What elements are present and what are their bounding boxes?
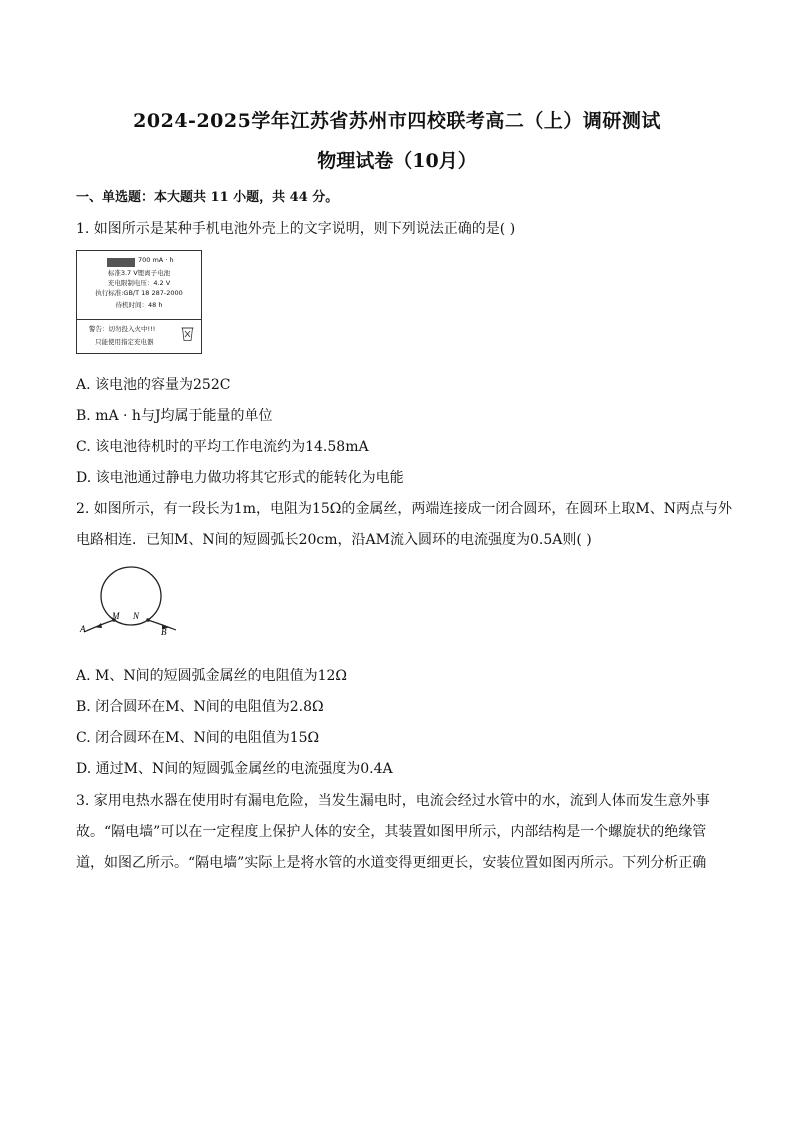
no-trash-icon	[181, 325, 194, 342]
battery-line-2: 充电限制电压：4.2 V	[107, 279, 171, 287]
question-2-option-a: A. M、N间的短圆弧金属丝的电阻值为12Ω	[76, 668, 348, 684]
question-1-option-d: D. 该电池通过静电力做功将其它形式的能转化为电能	[76, 470, 404, 486]
battery-line-1: 标准3.7 V锂离子电池	[107, 269, 171, 277]
question-2-option-b: B. 闭合圆环在M、N间的电阻值为2.8Ω	[76, 699, 324, 715]
question-1-option-a: A. 该电池的容量为252C	[76, 377, 231, 393]
question-3-line-1: 3. 家用电热水器在使用时有漏电危险，当发生漏电时，电流会经过水管中的水，流到人体而发生意外事	[76, 793, 710, 809]
question-2-option-c: C. 闭合圆环在M、N间的电阻值为15Ω	[76, 730, 320, 746]
battery-label-figure	[76, 250, 202, 354]
ring-circuit-figure	[76, 566, 186, 642]
battery-divider	[77, 319, 201, 320]
section-heading: 一、单选题：本大题共 11 小题，共 44 分。	[76, 190, 339, 205]
node-n	[146, 618, 150, 622]
battery-line-4: 待机时间：48 h	[115, 301, 163, 309]
question-2-stem-line-2: 电路相连．已知M、N间的短圆弧长20cm，沿AM流入圆环的电流强度为0.5A则( )	[76, 532, 592, 548]
question-2-option-d: D. 通过M、N间的短圆弧金属丝的电流强度为0.4A	[76, 761, 393, 777]
label-b: B	[161, 627, 167, 637]
question-3-line-2: 故。“隔电墙”可以在一定程度上保护人体的安全，其装置如图甲所示，内部结构是一个螺旋状的绝缘管	[76, 824, 707, 840]
exam-title: 2024-2025学年江苏省苏州市四校联考高二（上）调研测试	[133, 110, 661, 132]
question-3-line-3: 道，如图乙所示。“隔电墙”实际上是将水管的水道变得更细更长，安装位置如图丙所示。下列分析正确	[76, 855, 707, 871]
label-a: A	[80, 624, 86, 634]
battery-warning-1: 警告：切勿投入火中!!!	[89, 325, 156, 333]
question-1-option-c: C. 该电池待机时的平均工作电流约为14.58mA	[76, 439, 369, 455]
question-1-stem: 1. 如图所示是某种手机电池外壳上的文字说明，则下列说法正确的是( )	[76, 221, 516, 237]
question-1-option-b: B. mA · h与J均属于能量的单位	[76, 408, 273, 424]
label-m: M	[112, 611, 120, 621]
label-n: N	[133, 611, 140, 621]
metal-ring	[101, 567, 161, 625]
battery-capacity: 700 mA · h	[138, 256, 174, 264]
exam-subtitle: 物理试卷（10月）	[317, 150, 477, 172]
battery-warning-2: 只能使用指定充电器	[95, 338, 154, 346]
battery-line-3: 执行标准:GB/T 18 287-2000	[95, 289, 183, 297]
question-2-stem-line-1: 2. 如图所示，有一段长为1m，电阻为15Ω的金属丝，两端连接成一闭合圆环，在圆环上取M、N两点与外	[76, 501, 732, 517]
arrow-in	[96, 623, 102, 628]
battery-bar	[107, 258, 135, 267]
